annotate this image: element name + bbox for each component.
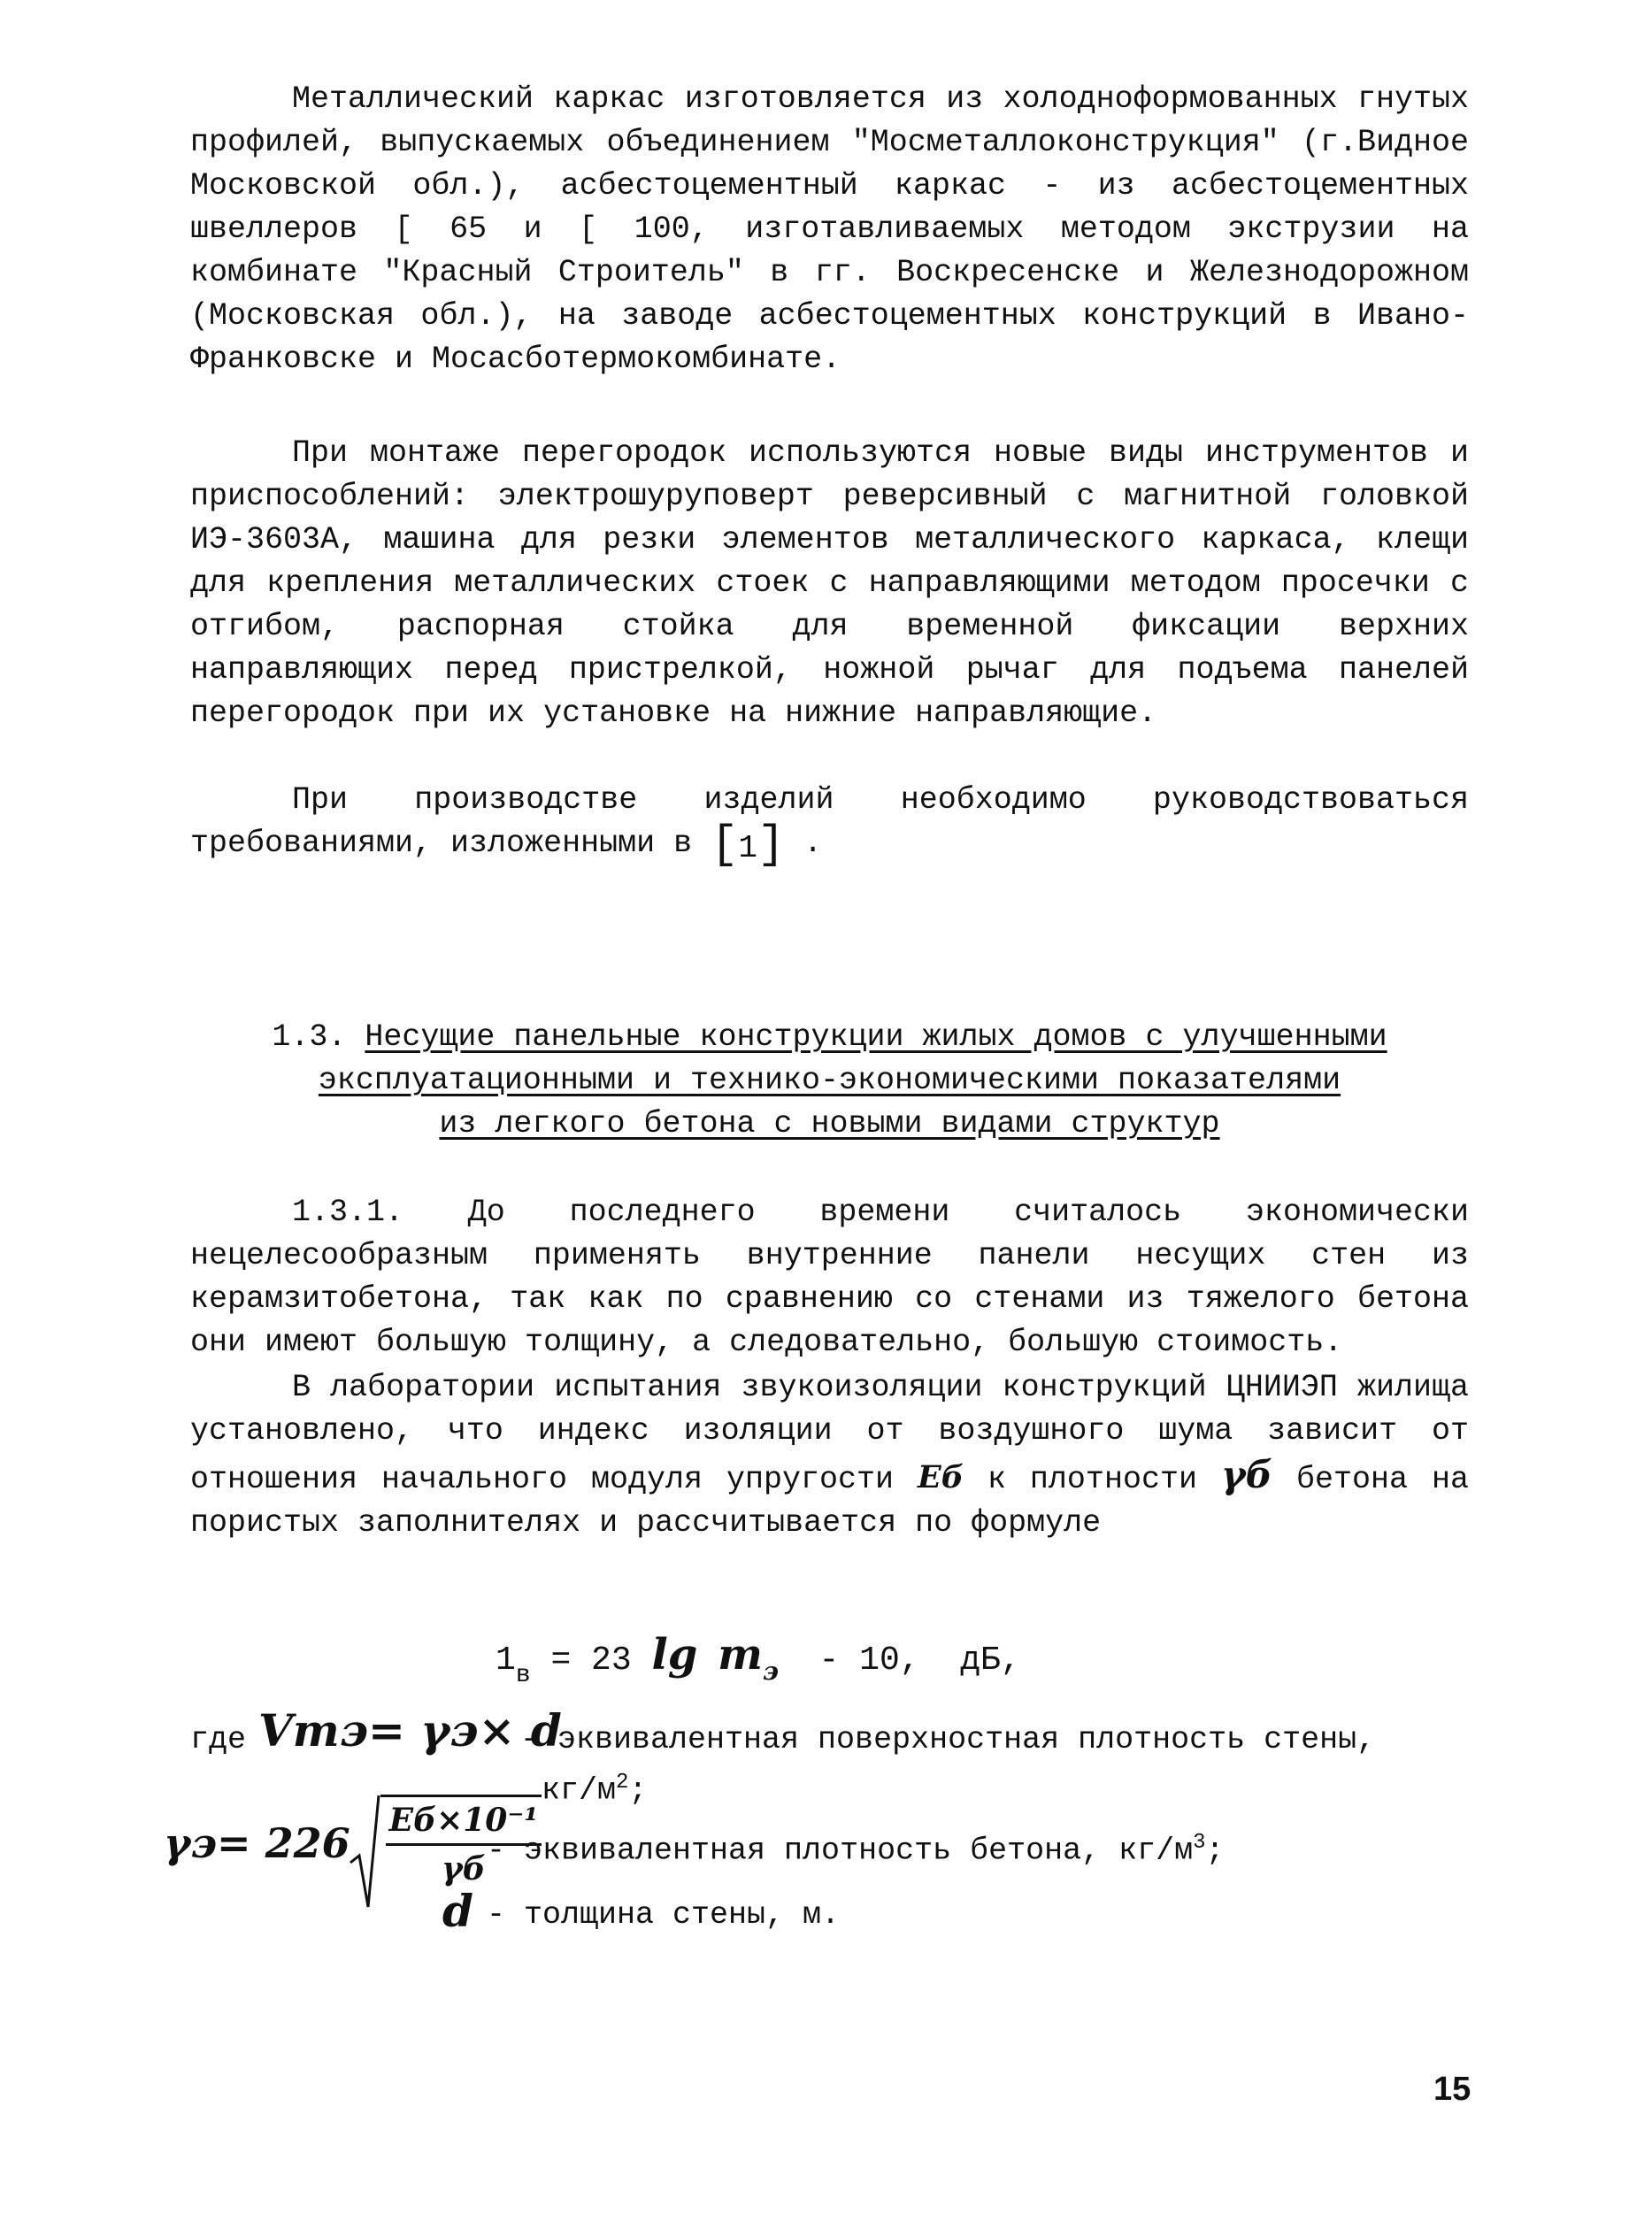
definition-3-text	[487, 1894, 840, 1937]
modulus-symbol: Еб	[918, 1459, 964, 1495]
section-title-part-3: из легкого бетона с новыми видами структур	[439, 1106, 1220, 1142]
definition-1-unit	[542, 1761, 647, 1813]
definition-text: - эквивалентная плотность бетона, кг/м	[487, 1833, 1194, 1869]
unit-text: кг/м	[542, 1772, 617, 1809]
section-number: 1.3.	[272, 1019, 347, 1055]
density-symbol: γб	[1220, 1453, 1273, 1496]
unit-exponent: 2	[616, 1771, 629, 1795]
definition-1-text	[520, 1718, 1375, 1762]
paragraph-subsection-1-3-1	[190, 1191, 1469, 1364]
unit-exponent: 3	[1193, 1831, 1206, 1855]
formula-lg: lg	[651, 1630, 698, 1680]
paragraph-text: к плотности	[987, 1462, 1197, 1497]
fraction-numerator: Еб×10⁻¹	[386, 1797, 542, 1846]
definition-text: - эквивалентная поверхностная плотность стены,	[520, 1722, 1376, 1757]
paragraph-text: Металлический каркас изготовляется из холодноформованных гнутых профилей, выпускаемых объединением "Мосметаллоконструкция" (г.Видное Московской обл.), асбестоцементный каркас - из асбестоцементных швеллеров [ 65 и [ 100, изготавливаемых методом экструзии на комбинате "Красный Строитель" в гг. Воскресенске и Железнодорожном (Московская обл.), на заводе асбестоцементных конструкций в Ивано-Франковске и Мосасботермокомбинате.	[190, 81, 1469, 377]
page-number: 15	[1433, 2071, 1471, 2108]
paragraph-requirements	[190, 779, 1469, 871]
paragraph-end: .	[803, 826, 823, 861]
section-heading	[190, 1016, 1469, 1146]
paragraph-text: До последнего времени считалось экономически нецелесообразным применять внутренние панели несущих стен из керамзитобетона, так как по сравнению со стенами из тяжелого бетона они имеют большую толщину, а следовательно, большую стоимость.	[190, 1195, 1469, 1360]
section-title-part-1: Несущие панельные конструкции жилых домов с улучшенными	[365, 1019, 1387, 1055]
fraction-denominator: γб	[441, 1850, 486, 1887]
paragraph-text: В лаборатории испытания звукоизоляции конструкций ЦНИИЭП жилища установлено, что индекс изоляции от воздушного шума зависит от отношения начального модуля упругости	[190, 1370, 1469, 1497]
paragraph-tools	[190, 432, 1469, 735]
definition-2-text	[487, 1821, 1225, 1873]
definition-where	[190, 1718, 246, 1762]
equivalent-density-lhs: γэ= 226	[164, 1819, 350, 1867]
formula-m: m	[718, 1630, 763, 1680]
definition-2-expression	[164, 1795, 542, 1892]
subsection-number: 1.3.1.	[292, 1195, 404, 1230]
reference-bracket: [1]	[711, 819, 786, 871]
definition-1-expression	[258, 1704, 562, 1757]
main-formula	[496, 1628, 1021, 1703]
unit-end: ;	[628, 1772, 648, 1809]
definition-3-symbol	[442, 1885, 473, 1938]
reference-number: 1	[738, 830, 757, 866]
definition-text: - толщина стены, м.	[487, 1897, 841, 1933]
section-heading-line-2	[190, 1059, 1469, 1103]
paragraph-frame-materials	[190, 78, 1469, 381]
paragraph-laboratory	[190, 1366, 1469, 1545]
formula-rest: - 10,	[818, 1641, 920, 1680]
thickness-symbol: d	[442, 1885, 473, 1937]
paragraph-text: При производстве изделий необходимо руководствоваться требованиями, изложенными в	[190, 782, 1469, 861]
formula-unit: дБ,	[960, 1641, 1021, 1680]
paragraph-text: При монтаже перегородок используются новые виды инструментов и приспособлений: электрошуруповерт реверсивный с магнитной головкой ИЭ-3603А, машина для резки элементов металлического каркаса, клещи для крепления металлических стоек с направляющими методом просечки с отгибом, распорная стойка для временной фиксации верхних направляющих перед пристрелкой, ножной рычаг для подъема панелей перегородок при их установке на нижние направляющие.	[190, 435, 1469, 731]
unit-end: ;	[1205, 1833, 1225, 1869]
formula-lhs: 1	[496, 1641, 516, 1680]
formula-m-subscript: э	[762, 1657, 779, 1686]
section-heading-line-1	[190, 1016, 1469, 1059]
paragraph-text: бетона на пористых заполнителях и рассчитывается по формуле	[190, 1462, 1469, 1541]
section-heading-line-3	[190, 1103, 1469, 1146]
surface-density-expression: Vmэ= γэ× d	[258, 1704, 562, 1757]
formula-equals: = 23	[550, 1641, 632, 1680]
section-title-part-2: эксплуатационными и технико-экономическими показателями	[318, 1063, 1341, 1098]
square-root-sign-icon	[349, 1790, 380, 1914]
formula-lhs-subscript: в	[515, 1662, 531, 1689]
where-label: где	[190, 1722, 247, 1757]
